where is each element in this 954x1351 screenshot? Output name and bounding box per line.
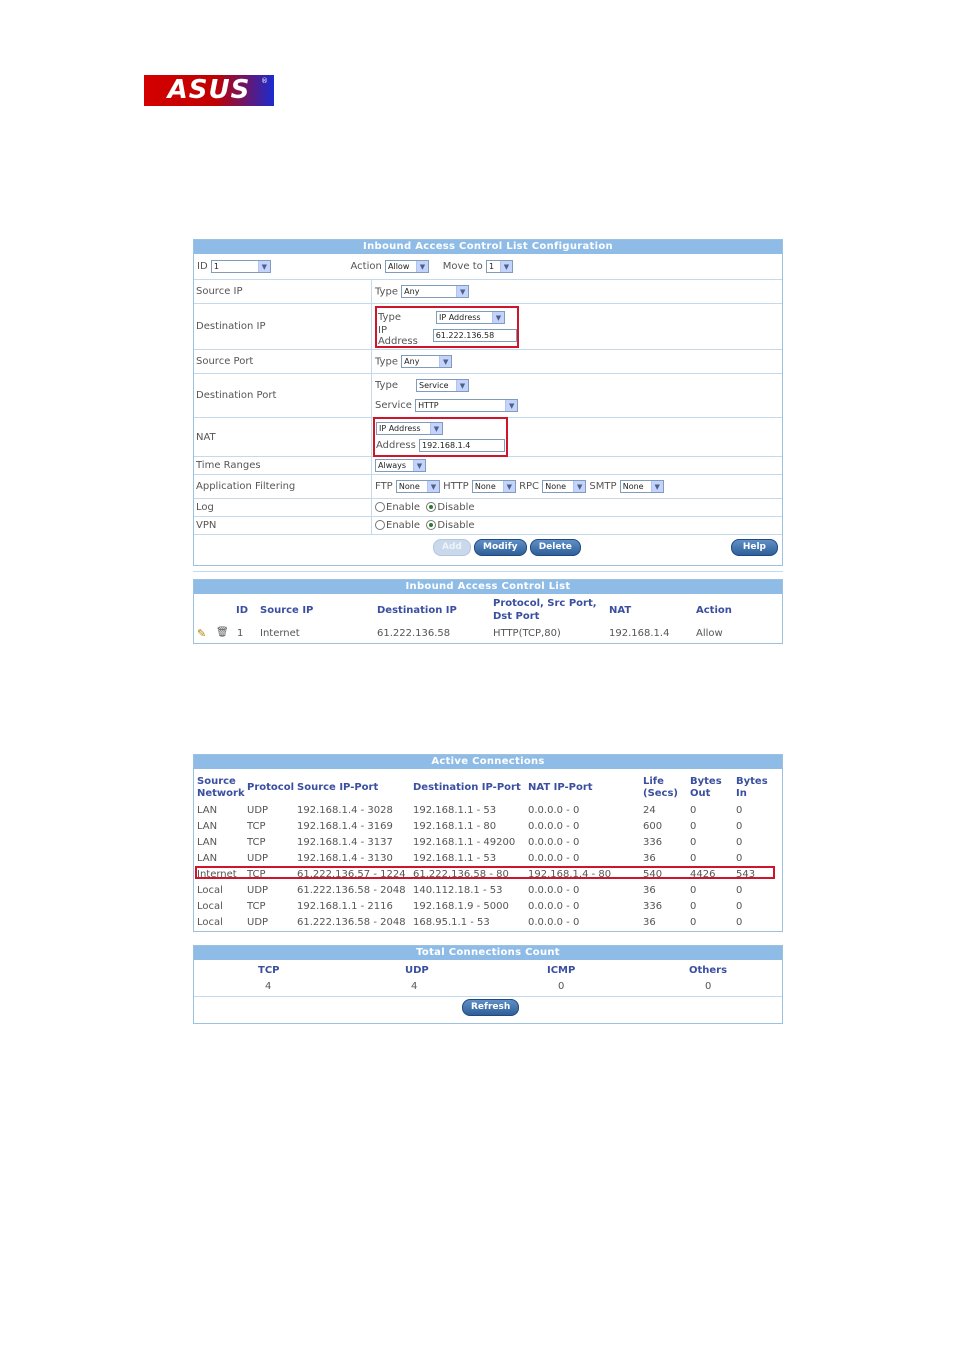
connection-cell: 0 — [736, 885, 743, 896]
connection-cell: 192.168.1.1 - 49200 — [413, 837, 516, 848]
connection-cell: 0 — [736, 853, 743, 864]
modify-button[interactable]: Modify — [474, 539, 526, 556]
nat-type-select[interactable]: IP Address ▼ — [376, 422, 443, 435]
smtp-select[interactable]: None ▼ — [620, 480, 664, 493]
connection-cell: 0.0.0.0 - 0 — [528, 837, 580, 848]
chevron-down-icon: ▼ — [500, 261, 512, 272]
connection-cell: LAN — [197, 853, 218, 864]
col-destination-ip: Destination IP — [377, 605, 457, 616]
connection-cell: 0 — [736, 805, 743, 816]
connection-cell: 4426 — [690, 869, 716, 880]
connection-cell: 0.0.0.0 - 0 — [528, 917, 580, 928]
source-ip-type-label: Type — [375, 286, 398, 298]
action-select[interactable]: Allow ▼ — [385, 260, 429, 273]
totals-title: Total Connections Count — [194, 946, 782, 960]
totals-panel — [193, 945, 783, 1024]
destination-ip-address-input[interactable]: 61.222.136.58 — [433, 329, 517, 342]
connection-cell: 192.168.1.9 - 5000 — [413, 901, 509, 912]
log-enable-radio[interactable] — [375, 502, 385, 512]
connection-cell: TCP — [247, 837, 266, 848]
trash-icon[interactable]: 🗑 — [216, 627, 229, 638]
connection-cell: Local — [197, 901, 223, 912]
source-port-type-label: Type — [375, 356, 398, 368]
chevron-down-icon: ▼ — [416, 261, 428, 272]
ftp-label: FTP — [375, 481, 393, 492]
connection-cell: 0 — [690, 805, 697, 816]
log-label: Log — [194, 499, 372, 516]
connection-cell: TCP — [247, 901, 266, 912]
total-icmp-value: 0 — [558, 981, 565, 992]
connection-cell: 0 — [690, 885, 697, 896]
connection-cell: LAN — [197, 821, 218, 832]
connection-cell: TCP — [247, 869, 266, 880]
rpc-select[interactable]: None ▼ — [542, 480, 586, 493]
acl-config-panel — [193, 239, 783, 566]
total-udp-label: UDP — [405, 965, 429, 976]
refresh-button[interactable]: Refresh — [462, 999, 519, 1016]
vpn-label: VPN — [194, 517, 372, 534]
col-source-ipport: Source IP-Port — [297, 782, 379, 793]
asus-logo — [144, 75, 274, 106]
acl-row-protocol: HTTP(TCP,80) — [493, 628, 561, 639]
connection-cell: 192.168.1.4 - 3130 — [297, 853, 393, 864]
total-others-label: Others — [689, 965, 728, 976]
col-source-network-l2: Network — [197, 788, 245, 799]
source-ip-label: Source IP — [194, 280, 372, 303]
nat-address-input[interactable]: 192.168.1.4 — [419, 439, 505, 452]
connection-row — [194, 883, 782, 899]
destination-port-service-label: Service — [375, 400, 412, 411]
source-port-label: Source Port — [194, 350, 372, 373]
logo-text: ASUS — [167, 75, 251, 105]
connection-cell: 36 — [643, 917, 656, 928]
rpc-label: RPC — [519, 481, 540, 492]
col-bytes-out-l2: Out — [690, 788, 711, 799]
connection-cell: 0 — [736, 821, 743, 832]
smtp-label: SMTP — [589, 481, 617, 492]
col-source-ip: Source IP — [260, 605, 314, 616]
vpn-enable-label: Enable — [386, 520, 421, 531]
connection-cell: 0.0.0.0 - 0 — [528, 853, 580, 864]
connection-cell: 0.0.0.0 - 0 — [528, 805, 580, 816]
connection-cell: 192.168.1.1 - 53 — [413, 853, 497, 864]
connection-cell: 61.222.136.58 - 2048 — [297, 917, 406, 928]
add-button[interactable]: Add — [433, 539, 471, 556]
total-tcp-label: TCP — [258, 965, 280, 976]
chevron-down-icon: ▼ — [456, 286, 468, 297]
col-bytes-out-l1: Bytes — [690, 776, 722, 787]
vpn-disable-radio[interactable] — [426, 520, 436, 530]
destination-port-type-label: Type — [375, 380, 398, 391]
chevron-down-icon: ▼ — [505, 400, 517, 411]
connection-cell: UDP — [247, 853, 269, 864]
connection-cell: 0 — [736, 837, 743, 848]
acl-row-destination: 61.222.136.58 — [377, 628, 451, 639]
chevron-down-icon: ▼ — [258, 261, 270, 272]
acl-list-panel — [193, 579, 783, 644]
connection-cell: 192.168.1.4 - 80 — [528, 869, 612, 880]
connection-cell: 0 — [690, 837, 697, 848]
chevron-down-icon: ▼ — [651, 481, 663, 492]
connection-row — [194, 819, 782, 835]
id-label: ID — [197, 261, 208, 272]
connection-cell: 192.168.1.4 - 3137 — [297, 837, 393, 848]
connection-cell: 0 — [690, 901, 697, 912]
internet-row-highlight — [195, 866, 775, 879]
connection-row — [194, 803, 782, 819]
connection-row — [194, 835, 782, 851]
connection-cell: 36 — [643, 853, 656, 864]
connection-cell: 336 — [643, 901, 663, 912]
connection-cell: 192.168.1.1 - 80 — [413, 821, 497, 832]
chevron-down-icon: ▼ — [430, 423, 442, 434]
connection-cell: 192.168.1.4 - 3028 — [297, 805, 393, 816]
total-udp-value: 4 — [411, 981, 418, 992]
col-life-l1: Life — [643, 776, 664, 787]
ftp-select[interactable]: None ▼ — [396, 480, 440, 493]
chevron-down-icon: ▼ — [427, 481, 439, 492]
nat-highlight — [373, 417, 508, 457]
connection-cell: 0 — [690, 917, 697, 928]
total-tcp-value: 4 — [265, 981, 272, 992]
connection-cell: 0 — [736, 917, 743, 928]
id-select[interactable]: 1 ▼ — [211, 260, 271, 273]
connection-cell: LAN — [197, 837, 218, 848]
total-others-value: 0 — [705, 981, 712, 992]
connection-cell: 0 — [690, 853, 697, 864]
destination-ip-highlight — [375, 306, 519, 348]
connection-cell: 0 — [736, 901, 743, 912]
destination-ip-label: Destination IP — [194, 304, 372, 349]
delete-button[interactable]: Delete — [530, 539, 581, 556]
time-ranges-select[interactable]: Always ▼ — [375, 459, 426, 472]
connection-cell: 24 — [643, 805, 656, 816]
source-port-type-select[interactable]: Any ▼ — [401, 355, 452, 368]
logo-mark: ® — [261, 77, 268, 85]
connection-cell: TCP — [247, 821, 266, 832]
divider — [193, 571, 783, 572]
help-button[interactable]: Help — [731, 539, 778, 556]
connection-cell: Internet — [197, 869, 237, 880]
log-enable-label: Enable — [386, 502, 421, 513]
connection-cell: UDP — [247, 917, 269, 928]
http-select[interactable]: None ▼ — [472, 480, 516, 493]
col-source-network-l1: Source — [197, 776, 236, 787]
http-label: HTTP — [443, 481, 469, 492]
col-bytes-in-l1: Bytes — [736, 776, 768, 787]
connection-cell: 0.0.0.0 - 0 — [528, 885, 580, 896]
acl-row-action: Allow — [696, 628, 723, 639]
connection-cell: 0.0.0.0 - 0 — [528, 821, 580, 832]
moveto-label: Move to — [442, 261, 483, 272]
active-connections-title: Active Connections — [194, 755, 782, 769]
connection-cell: 168.95.1.1 - 53 — [413, 917, 490, 928]
chevron-down-icon: ▼ — [573, 481, 585, 492]
app-filtering-label: Application Filtering — [194, 475, 372, 498]
nat-address-label: Address — [376, 440, 416, 451]
col-dest-ipport: Destination IP-Port — [413, 782, 521, 793]
connection-cell: Local — [197, 885, 223, 896]
vpn-enable-radio[interactable] — [375, 520, 385, 530]
connection-cell: 540 — [643, 869, 663, 880]
col-protocol: Protocol — [247, 782, 295, 793]
connection-cell: 336 — [643, 837, 663, 848]
destination-port-service-select[interactable]: HTTP ▼ — [415, 399, 518, 412]
active-connections-panel — [193, 754, 783, 932]
connection-cell: LAN — [197, 805, 218, 816]
connection-cell: 192.168.1.1 - 2116 — [297, 901, 393, 912]
nat-label: NAT — [194, 418, 372, 456]
total-icmp-label: ICMP — [547, 965, 576, 976]
destination-port-label: Destination Port — [194, 374, 372, 417]
acl-row-nat: 192.168.1.4 — [609, 628, 670, 639]
connection-cell: 61.222.136.58 - 2048 — [297, 885, 406, 896]
connection-row — [194, 915, 782, 931]
connection-cell: 0.0.0.0 - 0 — [528, 901, 580, 912]
connection-cell: UDP — [247, 885, 269, 896]
col-id: ID — [236, 605, 249, 616]
moveto-select[interactable]: 1 ▼ — [486, 260, 513, 273]
connection-cell: UDP — [247, 805, 269, 816]
acl-row-id: 1 — [237, 628, 244, 639]
chevron-down-icon: ▼ — [492, 312, 504, 323]
connection-row — [194, 851, 782, 867]
col-protocol-l2: Dst Port — [493, 611, 540, 622]
connection-cell: 36 — [643, 885, 656, 896]
edit-pencil-icon[interactable]: ✎ — [197, 627, 207, 640]
source-ip-type-select[interactable]: Any ▼ — [401, 285, 469, 298]
vpn-disable-label: Disable — [437, 520, 475, 531]
connection-row — [194, 899, 782, 915]
destination-ip-type-select[interactable]: IP Address ▼ — [436, 311, 505, 324]
chevron-down-icon: ▼ — [456, 380, 468, 391]
destination-ip-type-label: Type — [378, 312, 401, 323]
acl-row-source: Internet — [260, 628, 300, 639]
time-ranges-label: Time Ranges — [194, 457, 372, 474]
col-action: Action — [696, 605, 732, 616]
col-life-l2: (Secs) — [643, 788, 679, 799]
connection-cell: 192.168.1.4 - 3169 — [297, 821, 393, 832]
chevron-down-icon: ▼ — [413, 460, 425, 471]
connection-cell: 61.222.136.58 - 80 — [413, 869, 509, 880]
acl-config-title: Inbound Access Control List Configuration — [194, 240, 782, 254]
log-disable-label: Disable — [437, 502, 475, 513]
col-bytes-in-l2: In — [736, 788, 747, 799]
chevron-down-icon: ▼ — [503, 481, 515, 492]
destination-ip-address-label: IP Address — [378, 324, 418, 347]
col-protocol-l1: Protocol, Src Port, — [493, 598, 597, 609]
col-nat-ipport: NAT IP-Port — [528, 782, 593, 793]
action-label: Action — [350, 261, 382, 272]
col-nat: NAT — [609, 605, 632, 616]
destination-port-type-select[interactable]: Service ▼ — [416, 379, 469, 392]
connection-cell: 600 — [643, 821, 663, 832]
connection-cell: Local — [197, 917, 223, 928]
connection-cell: 543 — [736, 869, 756, 880]
log-disable-radio[interactable] — [426, 502, 436, 512]
connection-cell: 61.222.136.57 - 1224 — [297, 869, 406, 880]
chevron-down-icon: ▼ — [439, 356, 451, 367]
connection-cell: 0 — [690, 821, 697, 832]
connection-cell: 140.112.18.1 - 53 — [413, 885, 503, 896]
connection-cell: 192.168.1.1 - 53 — [413, 805, 497, 816]
acl-list-title: Inbound Access Control List — [194, 580, 782, 594]
